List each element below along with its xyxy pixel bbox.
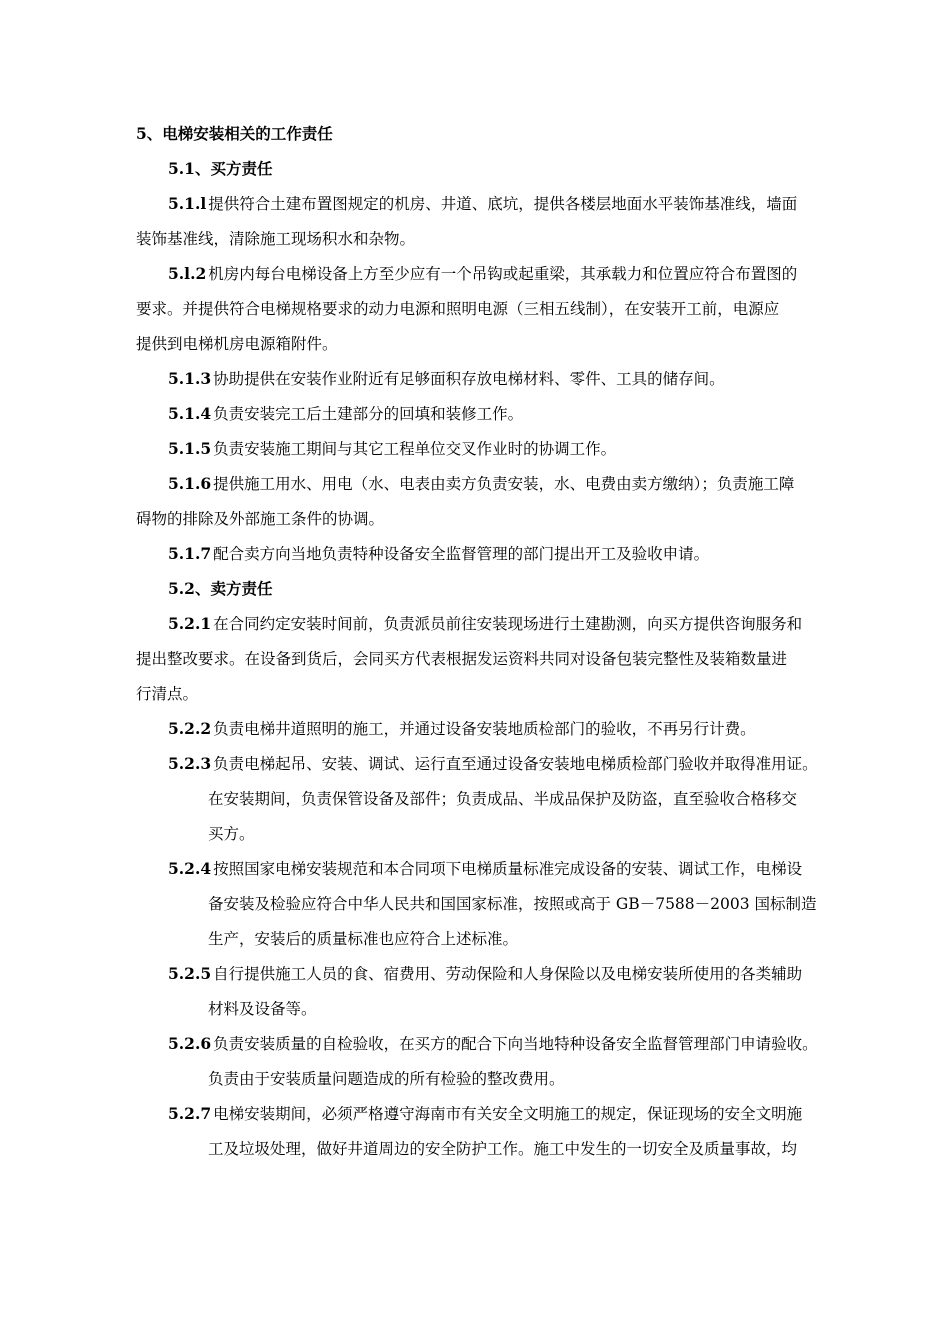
clause-number: 5.1.6 bbox=[168, 474, 212, 493]
clause-text: 负责安装质量的自检验收，在买方的配合下向当地特种设备安全监督管理部门申请验收。 bbox=[213, 1035, 818, 1053]
clause-text: 提供符合土建布置图规定的机房、井道、底坑，提供各楼层地面水平装饰基准线，墙面 bbox=[208, 195, 798, 213]
clause-number: 5.2.5 bbox=[168, 964, 212, 983]
clause-5-2-5 bbox=[136, 962, 858, 1021]
clause-text: 按照国家电梯安装规范和本合同项下电梯质量标准完成设备的安装、调试工作，电梯设 bbox=[213, 860, 803, 878]
clause-text: 负责电梯井道照明的施工，并通过设备安装地质检部门的验收，不再另行计费。 bbox=[213, 720, 756, 738]
clause-number: 5.1.3 bbox=[168, 369, 212, 388]
clause-5-2-7 bbox=[136, 1102, 858, 1161]
clause-text: 生产，安装后的质量标准也应符合上述标准。 bbox=[208, 930, 519, 948]
clause-text: 备安装及检验应符合中华人民共和国国家标准，按照或高于 GB－7588－2003 国标制造 bbox=[208, 895, 817, 913]
clause-number: 5.1.4 bbox=[168, 404, 212, 423]
clause-text: 装饰基准线，清除施工现场积水和杂物。 bbox=[136, 230, 416, 248]
clause-5-2-6 bbox=[136, 1032, 858, 1091]
clause-text: 自行提供施工人员的食、宿费用、劳动保险和人身保险以及电梯安装所使用的各类辅助 bbox=[213, 965, 803, 983]
subsection-title-buyer: 5.1、买方责任 bbox=[168, 159, 273, 178]
clause-number: 5.2.3 bbox=[168, 754, 212, 773]
clause-5-1-2 bbox=[136, 262, 858, 356]
clause-text: 提供施工用水、用电（水、电表由卖方负责安装，水、电费由卖方缴纳）；负责施工障 bbox=[213, 475, 795, 493]
clause-number: 5.2.1 bbox=[168, 614, 212, 633]
clause-text: 负责安装完工后土建部分的回填和装修工作。 bbox=[213, 405, 524, 423]
clause-5-2-3 bbox=[136, 752, 858, 846]
clause-number: 5.1.5 bbox=[168, 439, 212, 458]
clause-5-1-7 bbox=[136, 542, 858, 566]
clause-5-2-1 bbox=[136, 612, 858, 706]
clause-number: 5.2.4 bbox=[168, 859, 212, 878]
clause-text: 负责电梯起吊、安装、调试、运行直至通过设备安装地电梯质检部门验收并取得准用证。 bbox=[213, 755, 818, 773]
clause-5-1-5 bbox=[136, 437, 858, 461]
clause-5-1-4 bbox=[136, 402, 858, 426]
clause-number: 5.2.2 bbox=[168, 719, 212, 738]
clause-text: 要求。并提供符合电梯规格要求的动力电源和照明电源（三相五线制），在安装开工前，电源应 bbox=[136, 300, 780, 318]
clause-number: 5.1.7 bbox=[168, 544, 212, 563]
clause-text: 材料及设备等。 bbox=[208, 1000, 317, 1018]
clause-5-1-6 bbox=[136, 472, 858, 531]
clause-text: 提供到电梯机房电源箱附件。 bbox=[136, 335, 338, 353]
clause-text: 机房内每台电梯设备上方至少应有一个吊钩或起重梁，其承载力和位置应符合布置图的 bbox=[208, 265, 798, 283]
clause-number: 5.2.7 bbox=[168, 1104, 212, 1123]
clause-text: 碍物的排除及外部施工条件的协调。 bbox=[136, 510, 385, 528]
clause-5-1-1 bbox=[136, 192, 858, 251]
clause-text: 行清点。 bbox=[136, 685, 199, 703]
clause-number: 5.l.2 bbox=[168, 264, 207, 283]
clause-text: 负责安装施工期间与其它工程单位交叉作业时的协调工作。 bbox=[213, 440, 617, 458]
clause-number: 5.2.6 bbox=[168, 1034, 212, 1053]
clause-text: 提出整改要求。在设备到货后，会同买方代表根据发运资料共同对设备包装完整性及装箱数量进 bbox=[136, 650, 788, 668]
clause-text: 协助提供在安装作业附近有足够面积存放电梯材料、零件、工具的储存间。 bbox=[213, 370, 725, 388]
clause-text: 在安装期间，负责保管设备及部件；负责成品、半成品保护及防盗，直至验收合格移交 bbox=[208, 790, 798, 808]
clause-text: 买方。 bbox=[208, 825, 255, 843]
clause-5-1-3 bbox=[136, 367, 858, 391]
clause-text: 配合卖方向当地负责特种设备安全监督管理的部门提出开工及验收申请。 bbox=[213, 545, 710, 563]
clause-text: 负责由于安装质量问题造成的所有检验的整改费用。 bbox=[208, 1070, 565, 1088]
section-title: 5、电梯安装相关的工作责任 bbox=[136, 124, 333, 143]
subsection-title-seller: 5.2、卖方责任 bbox=[168, 579, 273, 598]
clause-5-2-4 bbox=[136, 857, 858, 951]
clause-text: 电梯安装期间，必须严格遵守海南市有关安全文明施工的规定，保证现场的安全文明施 bbox=[213, 1105, 803, 1123]
clause-text: 工及垃圾处理，做好井道周边的安全防护工作。施工中发生的一切安全及质量事故，均 bbox=[208, 1140, 798, 1158]
clause-5-2-2 bbox=[136, 717, 858, 741]
clause-text: 在合同约定安装时间前，负责派员前往安装现场进行土建勘测，向买方提供咨询服务和 bbox=[213, 615, 803, 633]
clause-number: 5.1.l bbox=[168, 194, 207, 213]
